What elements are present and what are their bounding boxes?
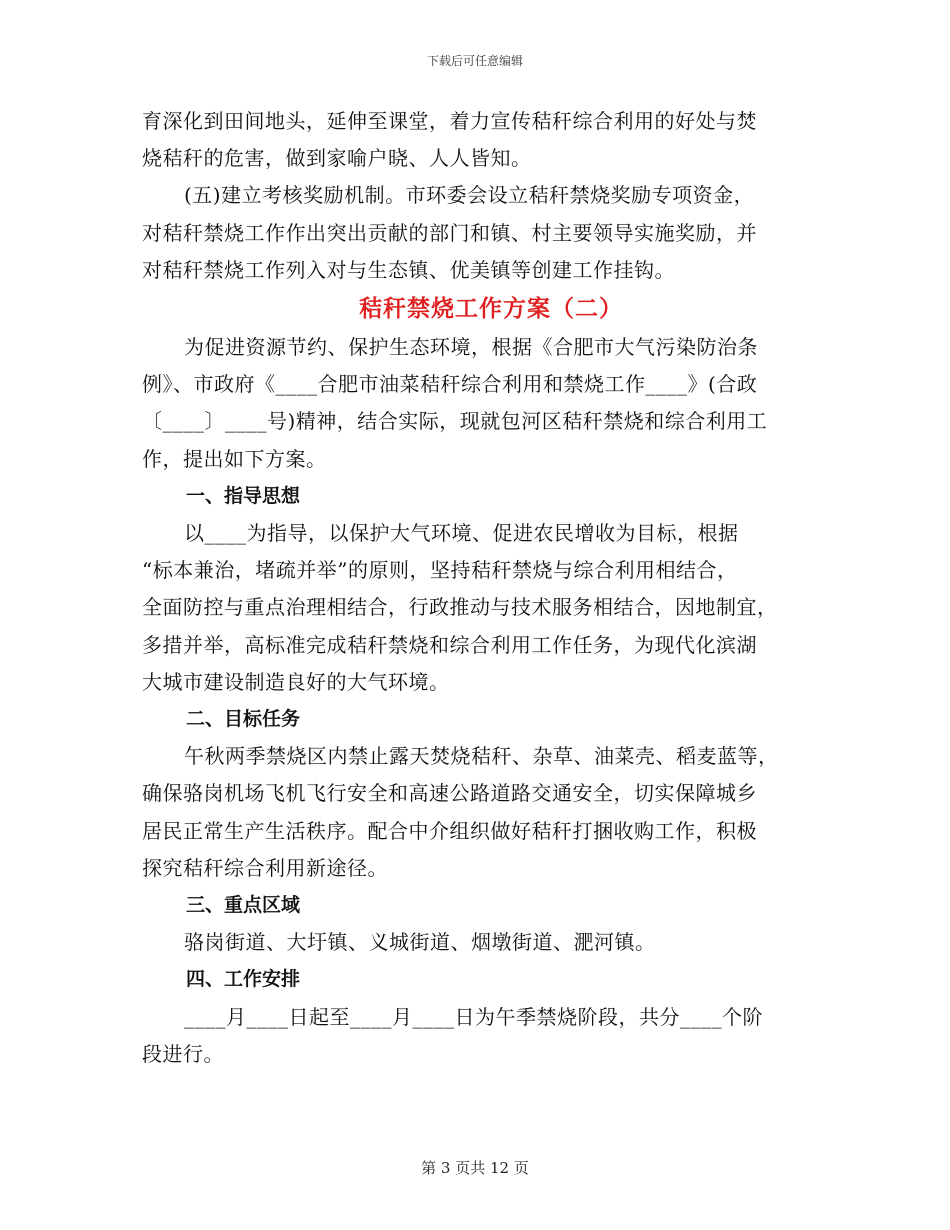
text-line: ____月____日起至____月____日为午季禁烧阶段，共分____个阶 [184,1004,763,1029]
text-line: 段进行。 [142,1041,224,1066]
section-title: 秸秆禁烧工作方案（二） [359,296,623,323]
text-line: 以____为指导，以保护大气环境、促进农民增收为目标，根据 [184,521,739,546]
text-line: 全面防控与重点治理相结合，行政推动与技术服务相结合，因地制宜， [142,595,778,620]
text-line: 对秸秆禁烧工作列入对与生态镇、优美镇等创建工作挂钩。 [142,257,675,282]
text-line: 确保骆岗机场飞机飞行安全和高速公路道路交通安全，切实保障城乡 [142,781,757,806]
page-footer: 第 3 页共 12 页 [421,1159,529,1177]
heading-key-areas: 三、重点区域 [186,894,301,917]
heading-work-arrangement: 四、工作安排 [186,968,301,991]
text-line: 大城市建设制造良好的大气环境。 [142,669,450,694]
heading-guiding-ideology: 一、指导思想 [186,484,301,507]
text-line: 〔____〕____号)精神，结合实际，现就包河区秸秆禁烧和综合利用工 [142,409,768,434]
text-line: 对秸秆禁烧工作作出突出贡献的部门和镇、村主要领导实施奖励，并 [142,220,757,245]
text-line: (五)建立考核奖励机制。市环委会设立秸秆禁烧奖励专项资金， [184,183,755,208]
page-header: 下载后可任意编辑 [426,54,523,68]
text-line: 为促进资源节约、保护生态环境，根据《合肥市大气污染防治条 [184,335,758,360]
text-line: 居民正常生产生活秩序。配合中介组织做好秸秆打捆收购工作，积极 [142,818,757,843]
document-body [142,103,810,1073]
text-line: 作，提出如下方案。 [142,446,327,471]
text-line: “标本兼治，堵疏并举”的原则，坚持秸秆禁烧与综合利用相结合， [142,558,738,583]
text-line: 育深化到田间地头，延伸至课堂，着力宣传秸秆综合利用的好处与焚 [142,109,757,133]
text-line: 烧秸秆的危害，做到家喻户晓、人人皆知。 [142,146,532,171]
text-line: 例》、市政府《____合肥市油菜秸秆综合利用和禁烧工作____》(合政 [142,372,758,397]
text-line: 多措并举，高标准完成秸秆禁烧和综合利用工作任务，为现代化滨湖 [142,632,757,657]
heading-target-tasks: 二、目标任务 [186,708,301,731]
text-line: 午秋两季禁烧区内禁止露天焚烧秸秆、杂草、油菜壳、稻麦蓝等， [184,744,779,769]
text-line: 探究秸秆综合利用新途径。 [142,855,388,880]
text-line: 骆岗街道、大圩镇、义城街道、烟墩街道、淝河镇。 [184,930,656,955]
